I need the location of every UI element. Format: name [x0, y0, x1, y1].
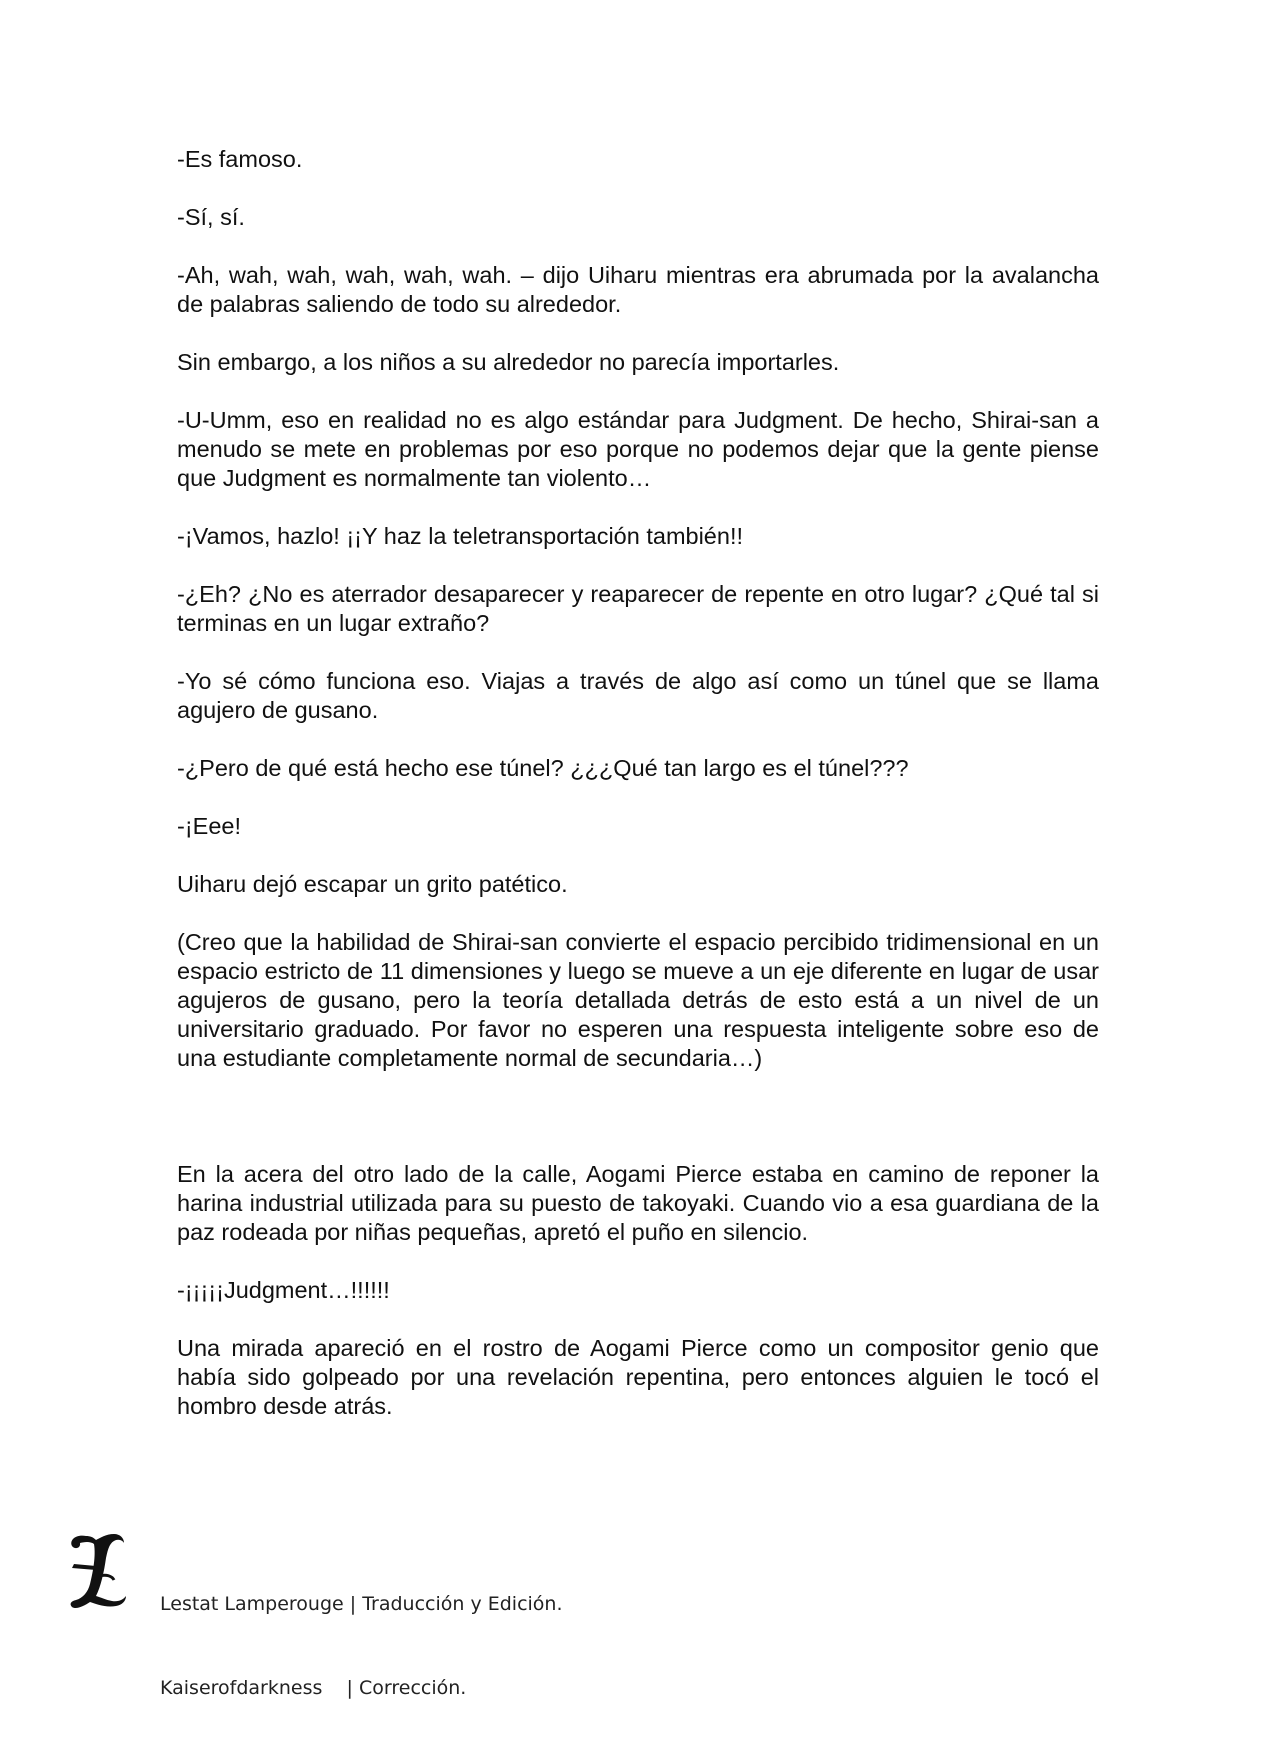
- paragraph: -¿Pero de qué está hecho ese túnel? ¿¿¿Qué tan largo es el túnel???: [177, 755, 909, 781]
- paragraph: -Es famoso.: [177, 146, 303, 172]
- scene-break: [177, 1102, 1099, 1160]
- gothic-letter-L-icon: [66, 1530, 128, 1610]
- paragraph: -U-Umm, eso en realidad no es algo estándar para Judgment. De hecho, Shirai-san a menudo se mete en problemas por eso porque no podemos dejar que la gente piense que Judgment es normalmente tan violento…: [177, 407, 1099, 491]
- credit-correction: Kaiserofdarkness | Corrección.: [160, 1677, 467, 1699]
- paragraph: Uiharu dejó escapar un grito patético.: [177, 871, 568, 897]
- paragraph: -Yo sé cómo funciona eso. Viajas a través de algo así como un túnel que se llama agujero de gusano.: [177, 668, 1099, 723]
- paragraph: En la acera del otro lado de la calle, Aogami Pierce estaba en camino de reponer la harina industrial utilizada para su puesto de takoyaki. Cuando vio a esa guardiana de la paz rodeada por niñas pequeñas, apretó el puño en silencio.: [177, 1161, 1099, 1245]
- credit-translation: Lestat Lamperouge | Traducción y Edición.: [160, 1593, 563, 1615]
- document-body: [177, 145, 1099, 1450]
- paragraph: -¡Eee!: [177, 813, 241, 839]
- paragraph: -¿Eh? ¿No es aterrador desaparecer y reaparecer de repente en otro lugar? ¿Qué tal si terminas en un lugar extraño?: [177, 581, 1099, 636]
- paragraph: Una mirada apareció en el rostro de Aogami Pierce como un compositor genio que había sido golpeado por una revelación repentina, pero entonces alguien le tocó el hombro desde atrás.: [177, 1335, 1099, 1419]
- credits: [160, 1534, 563, 1758]
- paragraph: -Sí, sí.: [177, 204, 245, 230]
- paragraph: -Ah, wah, wah, wah, wah, wah. – dijo Uiharu mientras era abrumada por la avalancha de palabras saliendo de todo su alrededor.: [177, 262, 1099, 317]
- paragraph: -¡Vamos, hazlo! ¡¡Y haz la teletransportación también!!: [177, 523, 744, 549]
- paragraph: -¡¡¡¡¡Judgment…!!!!!!: [177, 1277, 390, 1303]
- paragraph: Sin embargo, a los niños a su alrededor no parecía importarles.: [177, 349, 840, 375]
- paragraph: (Creo que la habilidad de Shirai-san convierte el espacio percibido tridimensional en un espacio estricto de 11 dimensiones y luego se mueve a un eje diferente en lugar de usar agujeros de gusano, pero la teoría detallada detrás de esto está a un nivel de un universitario graduado. Por favor no esperen una respuesta inteligente sobre eso de una estudiante completamente normal de secundaria…): [177, 929, 1099, 1071]
